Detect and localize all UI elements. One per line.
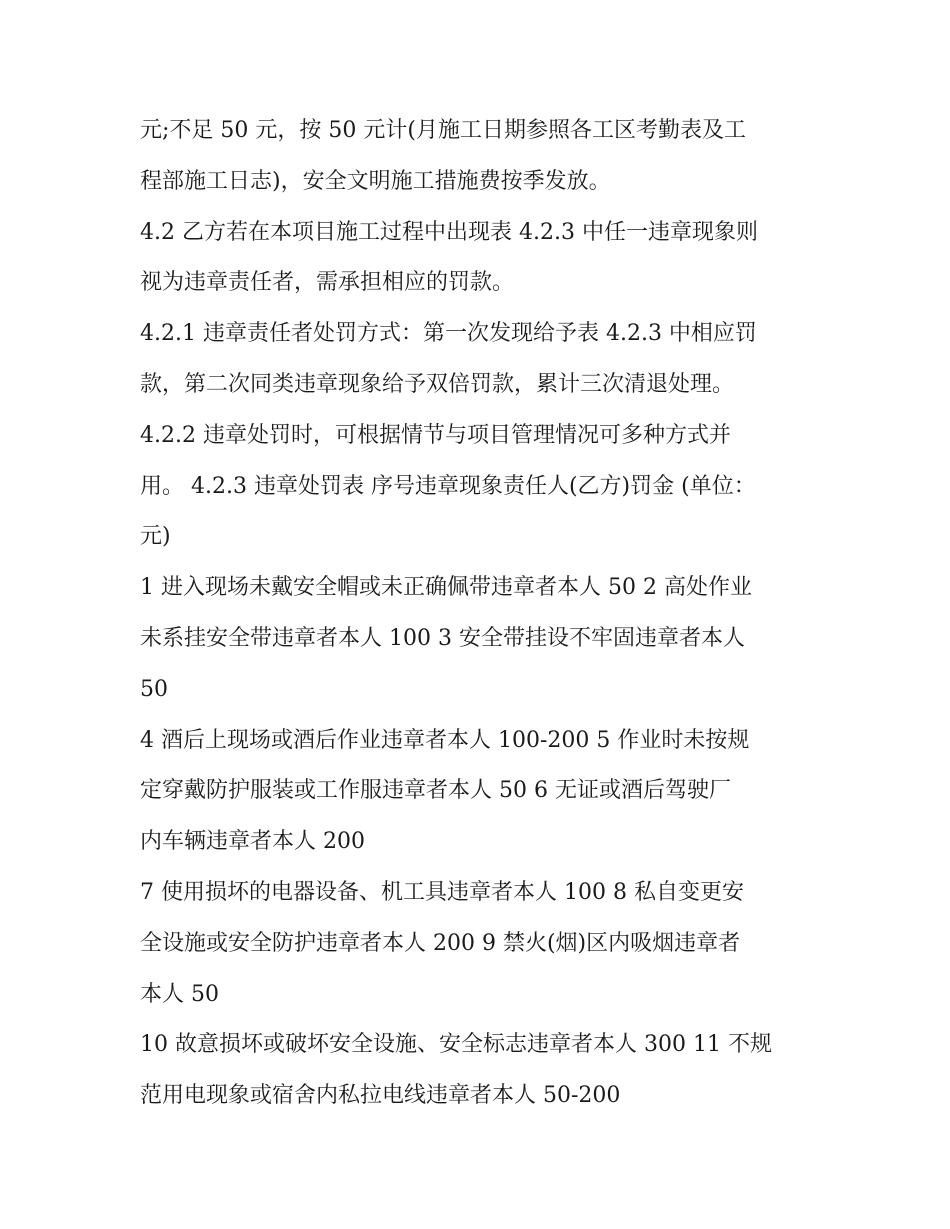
document-body [140, 106, 820, 1122]
text-line: 1 进入现场未戴安全帽或未正确佩带违章者本人 50 2 高处作业 [140, 575, 752, 601]
text-line: 款，第二次同类违章现象给予双倍罚款，累计三次清退处理。 [140, 371, 735, 397]
text-line: 4.2.2 违章处罚时，可根据情节与项目管理情况可多种方式并 [140, 422, 731, 448]
text-line: 用。 4.2.3 违章处罚表 序号违章现象责任人(乙方)罚金 (单位： [140, 473, 756, 499]
text-line: 视为违章责任者，需承担相应的罚款。 [140, 270, 515, 296]
text-line: 7 使用损坏的电器设备、机工具违章者本人 100 8 私自变更安 [140, 879, 744, 905]
text-line: 内车辆违章者本人 200 [140, 829, 365, 855]
text-line: 范用电现象或宿舍内私拉电线违章者本人 50-200 [140, 1083, 621, 1109]
text-line: 全设施或安全防护违章者本人 200 9 禁火(烟)区内吸烟违章者 [140, 930, 741, 956]
text-line: 程部施工日志)，安全文明施工措施费按季发放。 [140, 168, 611, 194]
text-line: 元) [140, 524, 171, 550]
text-line: 4.2 乙方若在本项目施工过程中出现表 4.2.3 中任一违章现象则 [140, 219, 758, 245]
text-line: 定穿戴防护服装或工作服违章者本人 50 6 无证或酒后驾驶厂 [140, 778, 731, 804]
text-line: 10 故意损坏或破坏安全设施、安全标志违章者本人 300 11 不规 [140, 1032, 772, 1058]
text-line: 元;不足 50 元，按 50 元计(月施工日期参照各工区考勤表及工 [140, 118, 746, 143]
text-line: 50 [140, 676, 168, 702]
text-line: 本人 50 [140, 981, 219, 1007]
text-line: 4.2.1 违章责任者处罚方式：第一次发现给予表 4.2.3 中相应罚 [140, 321, 757, 347]
text-line: 4 酒后上现场或酒后作业违章者本人 100-200 5 作业时未按规 [140, 727, 750, 753]
text-line: 未系挂安全带违章者本人 100 3 安全带挂设不牢固违章者本人 [140, 625, 745, 651]
